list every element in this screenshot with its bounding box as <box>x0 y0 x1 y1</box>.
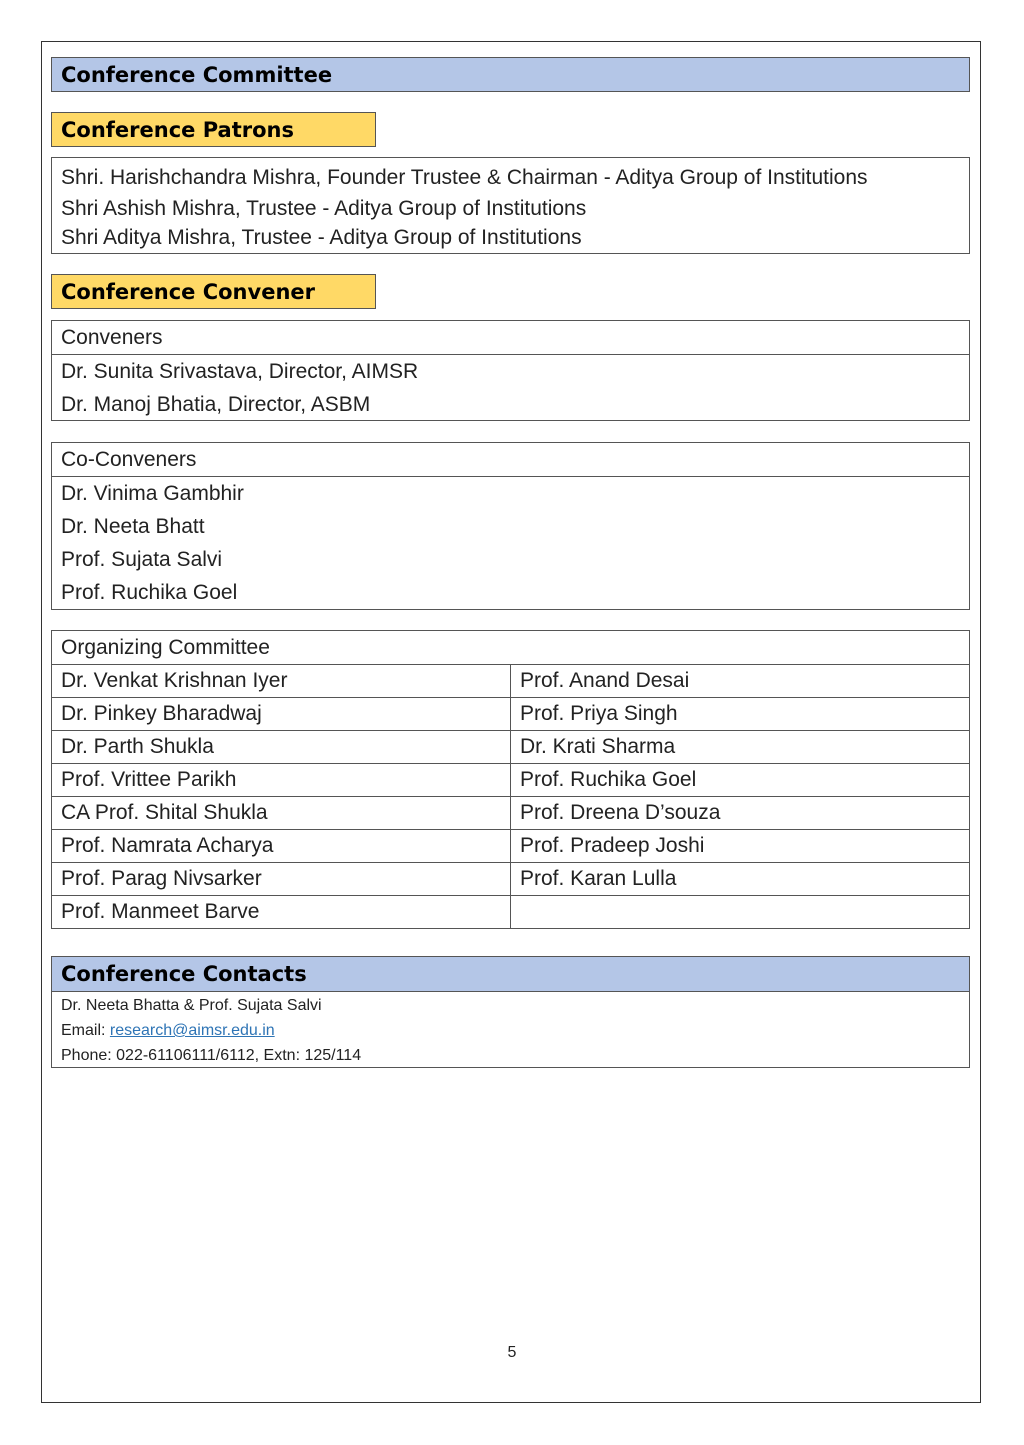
table-row <box>52 631 970 665</box>
patrons-box <box>51 157 970 254</box>
organizing-committee-label: Organizing Committee <box>52 631 970 665</box>
convener-item: Dr. Manoj Bhatia, Director, ASBM <box>61 393 371 416</box>
conveners-label: Conveners <box>52 321 969 355</box>
co-convener-item: Prof. Ruchika Goel <box>61 581 238 604</box>
organizing-committee-table <box>51 630 970 929</box>
email-link[interactable]: research@aimsr.edu.in <box>109 1022 275 1039</box>
table-row <box>52 863 970 896</box>
table-row <box>52 830 970 863</box>
conveners-box <box>51 320 970 421</box>
contact-names: Dr. Neeta Bhatta & Prof. Sujata Salvi <box>61 997 322 1014</box>
committee-header: Conference Committee <box>51 57 970 92</box>
patron-line: Shri. Harishchandra Mishra, Founder Trustee & Chairman - Aditya Group of Institutions <box>61 166 868 189</box>
contact-phone: Phone: 022-61106111/6112, Extn: 125/114 <box>61 1047 362 1064</box>
co-convener-item: Prof. Sujata Salvi <box>61 548 223 571</box>
member-cell: Prof. Parag Nivsarker <box>52 863 511 896</box>
co-conveners-label: Co-Conveners <box>52 443 969 477</box>
member-cell: Dr. Pinkey Bharadwaj <box>52 698 511 731</box>
member-cell: Prof. Karan Lulla <box>511 863 970 896</box>
table-row <box>52 731 970 764</box>
member-cell <box>511 896 970 929</box>
table-row <box>52 896 970 929</box>
table-row <box>52 764 970 797</box>
member-cell: CA Prof. Shital Shukla <box>52 797 511 830</box>
member-cell: Dr. Parth Shukla <box>52 731 511 764</box>
convener-item: Dr. Sunita Srivastava, Director, AIMSR <box>61 360 419 383</box>
member-cell: Prof. Vrittee Parikh <box>52 764 511 797</box>
co-convener-item: Dr. Neeta Bhatt <box>61 515 205 538</box>
table-row <box>52 698 970 731</box>
patron-line: Shri Aditya Mishra, Trustee - Aditya Group of Institutions <box>61 226 582 249</box>
contact-email-line <box>52 1018 969 1043</box>
member-cell: Prof. Ruchika Goel <box>511 764 970 797</box>
member-cell: Prof. Namrata Acharya <box>52 830 511 863</box>
convener-header: Conference Convener <box>51 274 376 309</box>
contacts-header: Conference Contacts <box>51 956 970 992</box>
member-cell: Prof. Pradeep Joshi <box>511 830 970 863</box>
patron-line: Shri Ashish Mishra, Trustee - Aditya Group of Institutions <box>61 197 587 220</box>
member-cell: Dr. Venkat Krishnan Iyer <box>52 665 511 698</box>
patrons-header: Conference Patrons <box>51 112 376 147</box>
member-cell: Prof. Priya Singh <box>511 698 970 731</box>
member-cell: Dr. Krati Sharma <box>511 731 970 764</box>
table-row <box>52 797 970 830</box>
page-number: 5 <box>507 1344 517 1361</box>
table-row <box>52 665 970 698</box>
member-cell: Prof. Manmeet Barve <box>52 896 511 929</box>
member-cell: Prof. Dreena D’souza <box>511 797 970 830</box>
co-conveners-box <box>51 442 970 610</box>
email-label: Email: <box>61 1022 110 1039</box>
contacts-box <box>51 991 970 1068</box>
co-convener-item: Dr. Vinima Gambhir <box>61 482 244 505</box>
member-cell: Prof. Anand Desai <box>511 665 970 698</box>
